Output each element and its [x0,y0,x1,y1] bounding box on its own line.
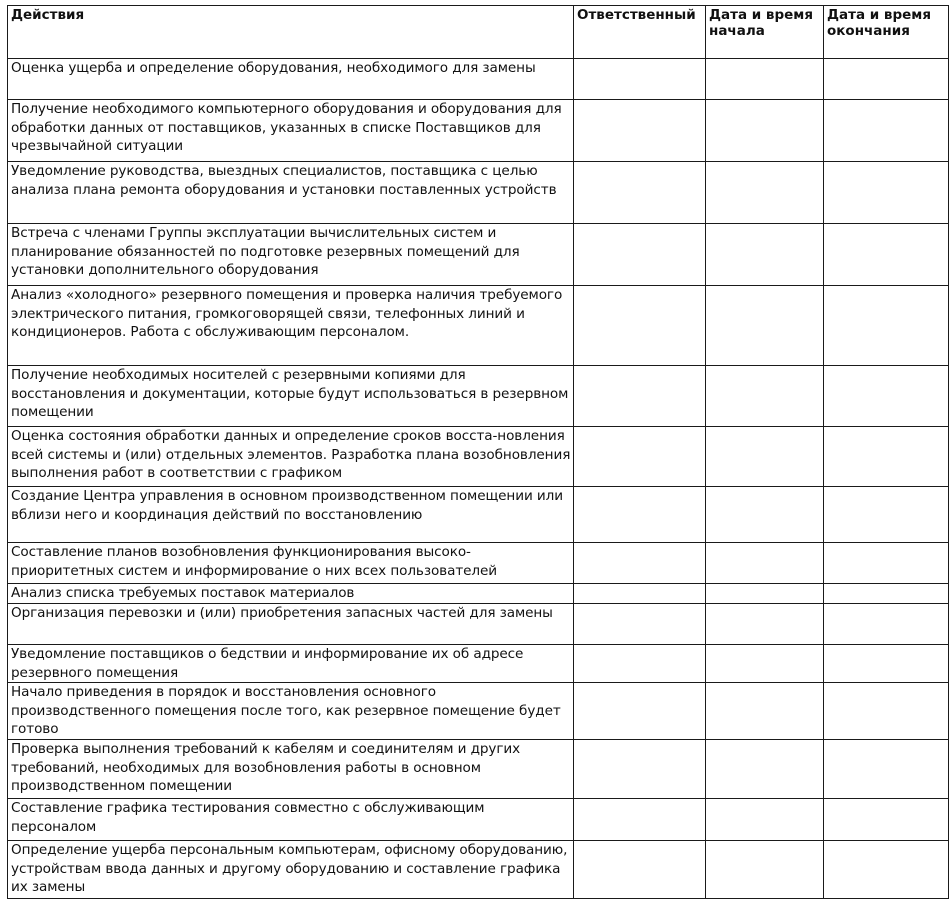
action-cell: Начало приведения в порядок и восстановления основного производственного помещения после того, как резервное помещение будет готово [8,683,574,740]
table-row [8,604,949,645]
action-cell: Анализ списка требуемых поставок материалов [8,584,574,604]
start-cell[interactable] [706,584,824,604]
responsible-cell[interactable] [574,224,706,286]
end-cell[interactable] [824,224,949,286]
action-cell: Встреча с членами Группы эксплуатации вычислительных систем и планирование обязанностей по подготовке резервных помещений для установки дополнительного оборудования [8,224,574,286]
table-row [8,366,949,427]
table-row [8,224,949,286]
table-header-row [8,6,949,59]
start-cell[interactable] [706,59,824,100]
responsible-cell[interactable] [574,604,706,645]
table-row [8,100,949,162]
start-cell[interactable] [706,427,824,487]
responsible-cell[interactable] [574,584,706,604]
end-cell[interactable] [824,740,949,799]
action-cell: Анализ «холодного» резервного помещения и проверка наличия требуемого электрического питания, громкоговорящей связи, телефонных линий и кондиционеров. Работа с обслуживающим персоналом. [8,286,574,366]
start-cell[interactable] [706,799,824,841]
end-cell[interactable] [824,100,949,162]
responsible-cell[interactable] [574,366,706,427]
start-cell[interactable] [706,841,824,899]
start-cell[interactable] [706,543,824,584]
end-cell[interactable] [824,427,949,487]
end-cell[interactable] [824,366,949,427]
responsible-cell[interactable] [574,286,706,366]
responsible-cell[interactable] [574,162,706,224]
end-cell[interactable] [824,645,949,683]
action-cell: Оценка ущерба и определение оборудования, необходимого для замены [8,59,574,100]
start-cell[interactable] [706,162,824,224]
start-cell[interactable] [706,100,824,162]
action-cell: Составление графика тестирования совместно с обслуживающим персоналом [8,799,574,841]
start-cell[interactable] [706,487,824,543]
action-cell: Уведомление поставщиков о бедствии и информирование их об адресе резервного помещения [8,645,574,683]
action-cell: Организация перевозки и (или) приобретения запасных частей для замены [8,604,574,645]
table-row [8,683,949,740]
start-cell[interactable] [706,604,824,645]
start-cell[interactable] [706,683,824,740]
start-cell[interactable] [706,740,824,799]
responsible-cell[interactable] [574,740,706,799]
action-cell: Уведомление руководства, выездных специалистов, поставщика с целью анализа плана ремонта оборудования и установки поставленных устройств [8,162,574,224]
table-row [8,841,949,899]
header-actions: Действия [8,6,574,59]
action-plan-table [7,5,949,899]
action-cell: Определение ущерба персональным компьютерам, офисному оборудованию, устройствам ввода данных и другому оборудованию и составление графика их замены [8,841,574,899]
responsible-cell[interactable] [574,427,706,487]
responsible-cell[interactable] [574,799,706,841]
table-row [8,584,949,604]
table-row [8,59,949,100]
action-cell: Проверка выполнения требований к кабелям и соединителям и других требований, необходимых для возобновления работы в основном производственном помещении [8,740,574,799]
responsible-cell[interactable] [574,487,706,543]
header-end-datetime: Дата и время окончания [824,6,949,59]
action-cell: Составление планов возобновления функционирования высоко-приоритетных систем и информирование о них всех пользователей [8,543,574,584]
responsible-cell[interactable] [574,645,706,683]
table-body [8,59,949,899]
table-row [8,286,949,366]
responsible-cell[interactable] [574,543,706,584]
responsible-cell[interactable] [574,100,706,162]
start-cell[interactable] [706,366,824,427]
end-cell[interactable] [824,584,949,604]
end-cell[interactable] [824,162,949,224]
end-cell[interactable] [824,59,949,100]
responsible-cell[interactable] [574,841,706,899]
action-cell: Создание Центра управления в основном производственном помещении или вблизи него и координация действий по восстановлению [8,487,574,543]
end-cell[interactable] [824,487,949,543]
end-cell[interactable] [824,841,949,899]
table-row [8,162,949,224]
table-row [8,740,949,799]
end-cell[interactable] [824,604,949,645]
end-cell[interactable] [824,286,949,366]
table-row [8,645,949,683]
header-start-datetime: Дата и время начала [706,6,824,59]
header-responsible: Ответственный [574,6,706,59]
responsible-cell[interactable] [574,59,706,100]
end-cell[interactable] [824,799,949,841]
action-cell: Получение необходимых носителей с резервными копиями для восстановления и документации, которые будут использоваться в резервном помещении [8,366,574,427]
start-cell[interactable] [706,224,824,286]
action-cell: Получение необходимого компьютерного оборудования и оборудования для обработки данных от поставщиков, указанных в списке Поставщиков для чрезвычайной ситуации [8,100,574,162]
start-cell[interactable] [706,645,824,683]
start-cell[interactable] [706,286,824,366]
table-row [8,543,949,584]
end-cell[interactable] [824,683,949,740]
table-row [8,799,949,841]
table-row [8,487,949,543]
responsible-cell[interactable] [574,683,706,740]
table-row [8,427,949,487]
action-cell: Оценка состояния обработки данных и определение сроков восста-новления всей системы и (или) отдельных элементов. Разработка плана возобновления выполнения работ в соответствии с графиком [8,427,574,487]
end-cell[interactable] [824,543,949,584]
